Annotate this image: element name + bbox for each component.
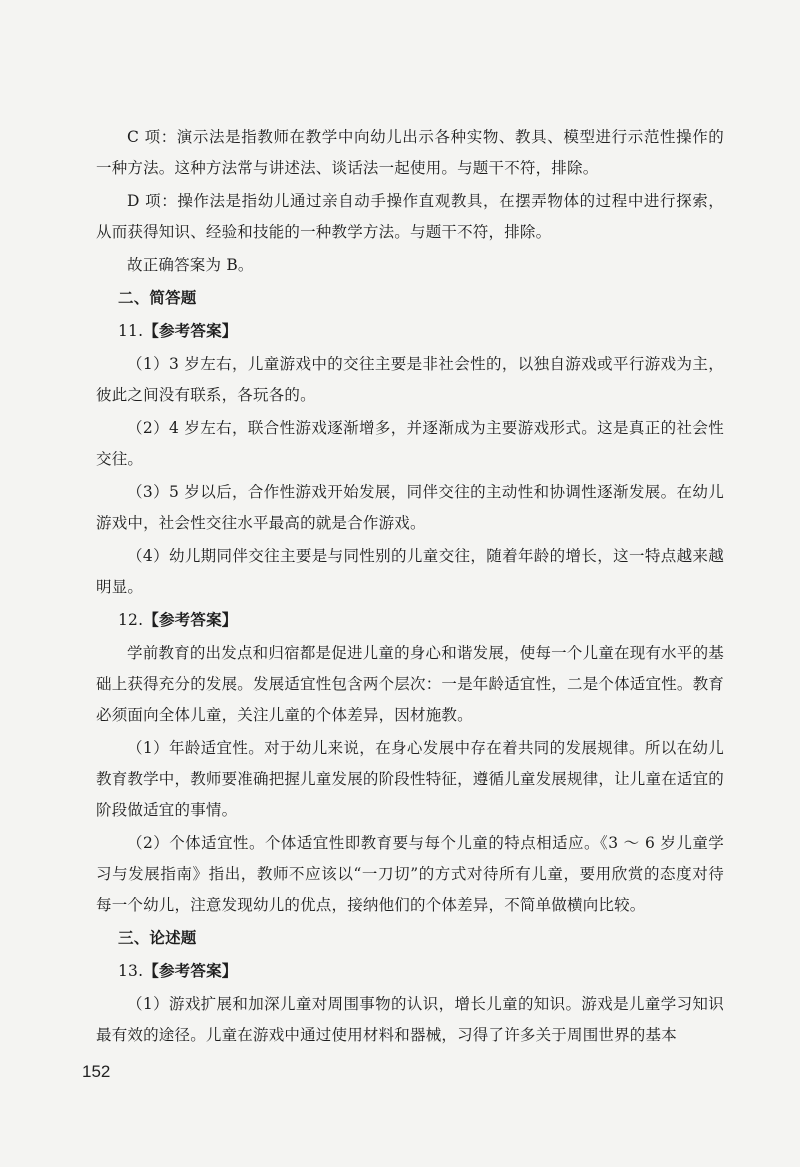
q13-item-1: （1）游戏扩展和加深儿童对周围事物的认识，增长儿童的知识。游戏是儿童学习知识最有效的途径。儿童在游戏中通过使用材料和器械，习得了许多关于周围世界的基本 [96, 995, 724, 1044]
answer-label-13 [118, 956, 724, 987]
reference-answer-tag-11: 【参考答案】 [143, 322, 238, 340]
q12-item-2: （2）个体适宜性。个体适宜性即教育要与每个儿童的特点相适应。《3 ～ 6 岁儿童学习与发展指南》指出，教师不应该以“一刀切”的方式对待所有儿童，要用欣赏的态度对待每一个幼儿，注意发现幼儿的优点，接纳他们的个体差异，不简单做横向比较。 [96, 834, 724, 914]
page-content [96, 122, 724, 1051]
question-number-12: 12. [118, 611, 144, 629]
section-heading-essay: 三、论述题 [118, 929, 197, 947]
answer-label-11 [118, 316, 724, 347]
q11-item-2: （2）4 岁左右，联合性游戏逐渐增多，并逐渐成为主要游戏形式。这是真正的社会性交往。 [96, 419, 724, 468]
question-number-11: 11. [118, 322, 144, 340]
q11-item-1: （1）3 岁左右，儿童游戏中的交往主要是非社会性的，以独自游戏或平行游戏为主，彼此之间没有联系，各玩各的。 [96, 355, 724, 404]
paragraph-option-c: C 项：演示法是指教师在教学中向幼儿出示各种实物、教具、模型进行示范性操作的一种方法。这种方法常与讲述法、谈话法一起使用。与题干不符，排除。 [96, 128, 724, 177]
q12-intro: 学前教育的出发点和归宿都是促进儿童的身心和谐发展，使每一个儿童在现有水平的基础上获得充分的发展。发展适宜性包含两个层次：一是年龄适宜性，二是个体适宜性。教育必须面向全体儿童，关注儿童的个体差异，因材施教。 [96, 644, 725, 724]
question-number-13: 13. [118, 962, 144, 980]
section-heading-short-answer: 二、简答题 [118, 289, 197, 307]
reference-answer-tag-13: 【参考答案】 [143, 962, 238, 980]
reference-answer-tag-12: 【参考答案】 [143, 611, 238, 629]
q11-item-3: （3）5 岁以后，合作性游戏开始发展，同伴交往的主动性和协调性逐渐发展。在幼儿游戏中，社会性交往水平最高的就是合作游戏。 [96, 483, 724, 532]
answer-label-12 [118, 605, 724, 636]
q11-item-4: （4）幼儿期同伴交往主要是与同性别的儿童交往，随着年龄的增长，这一特点越来越明显。 [96, 547, 724, 596]
paragraph-correct-answer: 故正确答案为 B。 [127, 256, 254, 274]
paragraph-option-d: D 项：操作法是指幼儿通过亲自动手操作直观教具，在摆弄物体的过程中进行探索，从而获得知识、经验和技能的一种教学方法。与题干不符，排除。 [96, 192, 724, 241]
page-number: 152 [82, 1062, 111, 1081]
q12-item-1: （1）年龄适宜性。对于幼儿来说，在身心发展中存在着共同的发展规律。所以在幼儿教育教学中，教师要准确把握儿童发展的阶段性特征，遵循儿童发展规律，让儿童在适宜的阶段做适宜的事情。 [96, 739, 725, 819]
